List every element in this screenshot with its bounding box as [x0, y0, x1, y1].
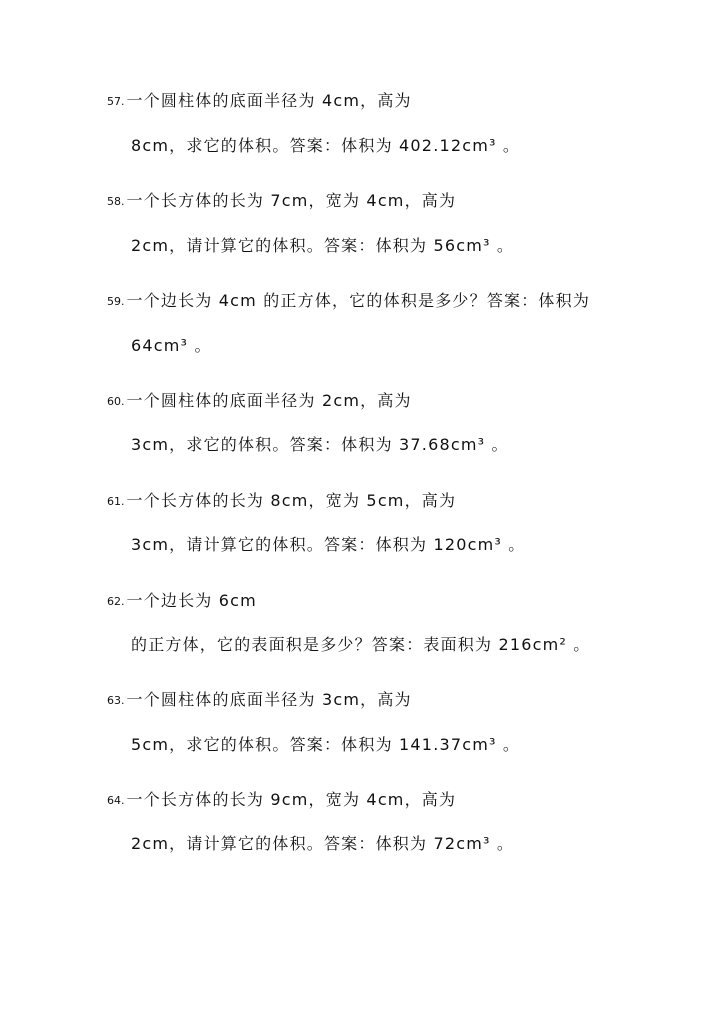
question-63-line-2: 5cm，求它的体积。答案：体积为 141.37cm³ 。	[131, 735, 521, 754]
question-62-line-2: 的正方体，它的表面积是多少？答案：表面积为 216cm² 。	[131, 635, 591, 654]
question-58-line-1	[107, 188, 456, 211]
question-text: 一个边长为 6cm	[126, 591, 257, 610]
question-63-line-1	[107, 687, 412, 710]
question-62-line-1	[107, 588, 257, 611]
question-60-line-2: 3cm，求它的体积。答案：体积为 37.68cm³ 。	[131, 435, 509, 454]
question-57-line-2: 8cm，求它的体积。答案：体积为 402.12cm³ 。	[131, 136, 521, 155]
question-text: 一个长方体的长为 8cm，宽为 5cm，高为	[126, 491, 457, 510]
question-64-line-1	[107, 787, 456, 810]
question-number: 59.	[107, 295, 125, 308]
question-57-line-1	[107, 88, 412, 111]
question-number: 63.	[107, 694, 125, 707]
question-number: 58.	[107, 195, 125, 208]
question-text: 一个长方体的长为 9cm，宽为 4cm，高为	[126, 790, 457, 809]
question-text: 一个长方体的长为 7cm，宽为 4cm，高为	[126, 191, 457, 210]
question-text: 一个圆柱体的底面半径为 3cm，高为	[126, 690, 412, 709]
question-60-line-1	[107, 388, 412, 411]
question-number: 64.	[107, 794, 125, 807]
question-number: 62.	[107, 595, 125, 608]
question-number: 61.	[107, 495, 125, 508]
question-61-line-1	[107, 488, 456, 511]
question-59-line-1	[107, 288, 590, 311]
question-text: 一个圆柱体的底面半径为 4cm，高为	[126, 91, 412, 110]
question-number: 60.	[107, 395, 125, 408]
question-58-line-2: 2cm，请计算它的体积。答案：体积为 56cm³ 。	[131, 236, 515, 255]
question-61-line-2: 3cm，请计算它的体积。答案：体积为 120cm³ 。	[131, 535, 526, 554]
question-59-line-2: 64cm³ 。	[131, 336, 212, 355]
question-number: 57.	[107, 95, 125, 108]
question-text: 一个圆柱体的底面半径为 2cm，高为	[126, 391, 412, 410]
question-text: 一个边长为 4cm 的正方体，它的体积是多少？答案：体积为	[126, 291, 591, 310]
question-64-line-2: 2cm，请计算它的体积。答案：体积为 72cm³ 。	[131, 834, 515, 853]
